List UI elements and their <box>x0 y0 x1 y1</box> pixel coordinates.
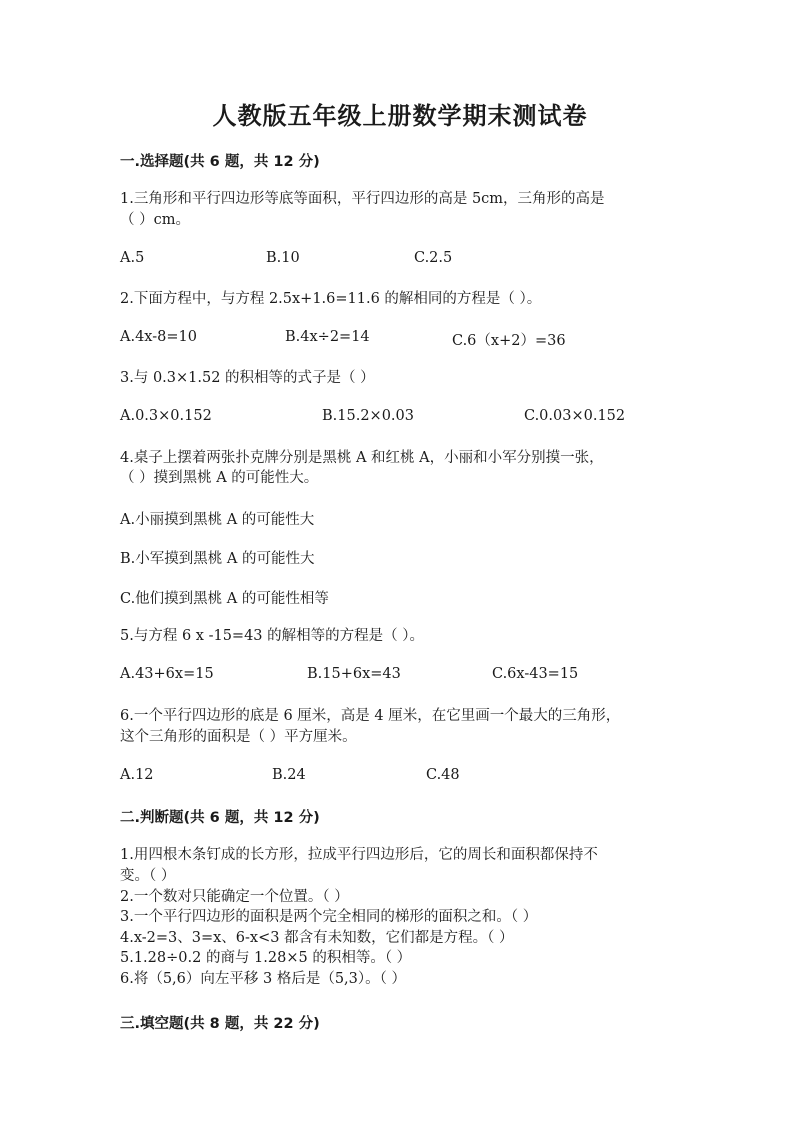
question-1-line-1: 1.三角形和平行四边形等底等面积，平行四边形的高是 5cm，三角形的高是 <box>120 191 605 207</box>
question-1-option-a: A.5 <box>120 250 145 266</box>
judge-item: 5.1.28÷0.2 的商与 1.28×5 的积相等。（ ） <box>120 950 412 966</box>
section-heading-judge: 二.判断题(共 6 题，共 12 分) <box>120 810 320 826</box>
judge-item: 3.一个平行四边形的面积是两个完全相同的梯形的面积之和。（ ） <box>120 909 538 925</box>
section-heading-fill: 三.填空题(共 8 题，共 22 分) <box>120 1016 320 1032</box>
question-3-option-a: A.0.3×0.152 <box>120 408 212 424</box>
judge-item: 变。（ ） <box>120 868 176 884</box>
question-6-option-b: B.24 <box>272 767 306 783</box>
section-heading-choice: 一.选择题(共 6 题，共 12 分) <box>120 154 320 170</box>
judge-item: 1.用四根木条钉成的长方形，拉成平行四边形后，它的周长和面积都保持不 <box>120 847 598 863</box>
judge-item: 2.一个数对只能确定一个位置。（ ） <box>120 889 349 905</box>
judge-item: 4.x-2=3、3=x、6-x<3 都含有未知数，它们都是方程。（ ） <box>120 930 514 946</box>
question-2-option-c: C.6（x+2）=36 <box>452 333 566 349</box>
question-4-line-2: （ ）摸到黑桃 A 的可能性大。 <box>120 470 319 486</box>
question-1-option-b: B.10 <box>266 250 300 266</box>
question-5-option-a: A.43+6x=15 <box>120 666 214 682</box>
question-4-line-1: 4.桌子上摆着两张扑克牌分别是黑桃 A 和红桃 A，小丽和小军分别摸一张， <box>120 450 604 466</box>
question-4-option-b: B.小军摸到黑桃 A 的可能性大 <box>120 551 315 567</box>
question-3-option-b: B.15.2×0.03 <box>322 408 414 424</box>
question-1-line-2: （ ）cm。 <box>120 212 190 228</box>
question-6-line-2: 这个三角形的面积是（ ）平方厘米。 <box>120 729 357 745</box>
question-2-line-1: 2.下面方程中，与方程 2.5x+1.6=11.6 的解相同的方程是（ ）。 <box>120 291 542 307</box>
question-2-option-b: B.4x÷2=14 <box>285 329 370 345</box>
question-3-line-1: 3.与 0.3×1.52 的积相等的式子是（ ） <box>120 370 375 386</box>
question-6-option-c: C.48 <box>426 767 460 783</box>
question-1-option-c: C.2.5 <box>414 250 453 266</box>
question-6-line-1: 6.一个平行四边形的底是 6 厘米，高是 4 厘米，在它里画一个最大的三角形， <box>120 708 621 724</box>
question-4-option-a: A.小丽摸到黑桃 A 的可能性大 <box>120 512 315 528</box>
question-6-option-a: A.12 <box>120 767 154 783</box>
question-5-option-c: C.6x-43=15 <box>492 666 579 682</box>
page-title: 人教版五年级上册数学期末测试卷 <box>212 101 588 130</box>
question-2-option-a: A.4x-8=10 <box>120 329 197 345</box>
question-3-option-c: C.0.03×0.152 <box>524 408 626 424</box>
judge-item: 6.将（5,6）向左平移 3 格后是（5,3）。（ ） <box>120 971 407 987</box>
question-4-option-c: C.他们摸到黑桃 A 的可能性相等 <box>120 591 329 607</box>
question-5-line-1: 5.与方程 6 x -15=43 的解相等的方程是（ ）。 <box>120 628 424 644</box>
question-5-option-b: B.15+6x=43 <box>307 666 401 682</box>
